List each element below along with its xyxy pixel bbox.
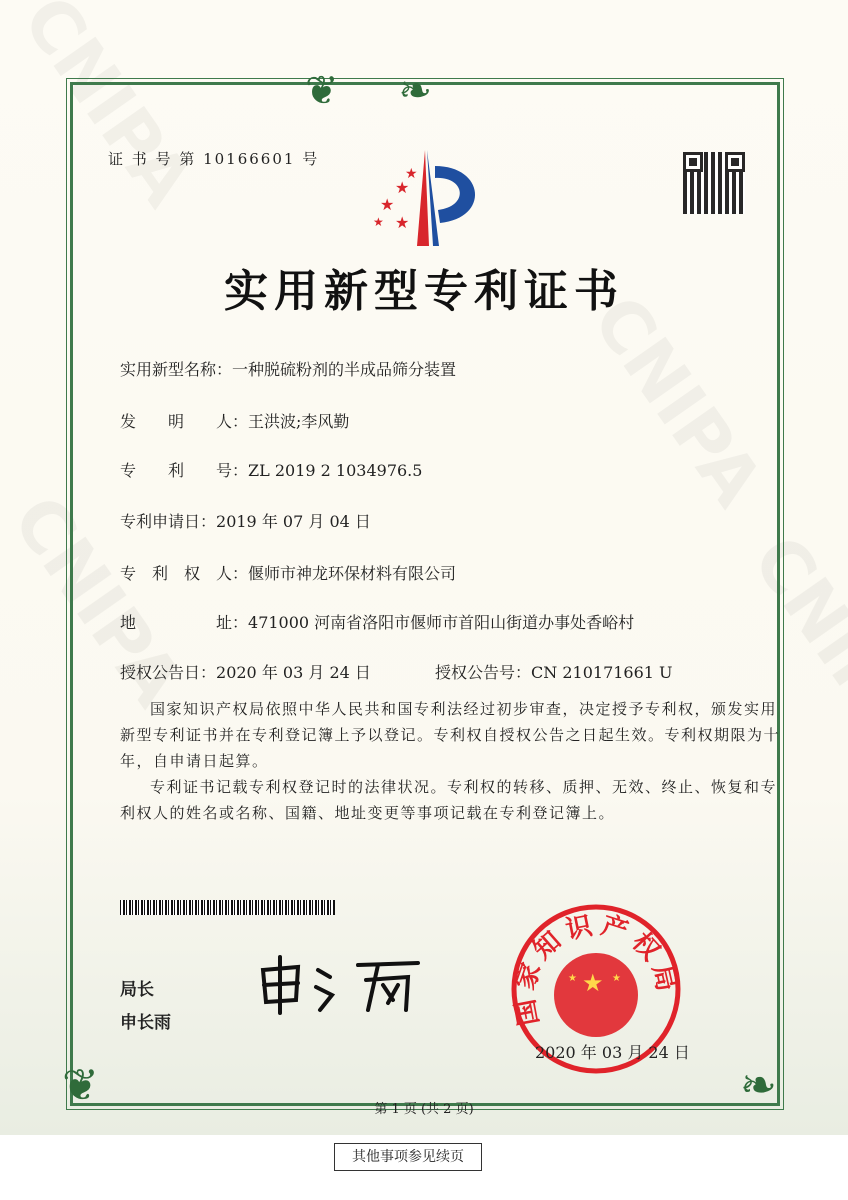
svg-text:国家知识产权局: 国家知识产权局 (510, 909, 682, 1028)
field-announcement-number: 授权公告号：CN 210171661 U (435, 663, 673, 682)
ornament-corner-icon: ❦ (62, 1060, 99, 1111)
svg-text:★: ★ (373, 215, 384, 229)
svg-text:★: ★ (380, 195, 395, 214)
svg-text:★: ★ (395, 213, 410, 232)
field-address: 地 址：471000 河南省洛阳市偃师市首阳山街道办事处香峪村 (120, 613, 635, 632)
svg-text:★: ★ (568, 973, 577, 984)
field-patent-number: 专 利 号：ZL 2019 2 1034976.5 (120, 461, 423, 480)
cnipa-logo (365, 148, 490, 248)
paragraph: 专利证书记载专利权登记时的法律状况。专利权的转移、质押、无效、终止、恢复和专利权人的姓名或名称、国籍、地址变更等事项记载在专利登记簿上。 (120, 778, 778, 822)
field-name: 实用新型名称：一种脱硫粉剂的半成品筛分装置 (120, 360, 457, 379)
qr-code (683, 152, 745, 214)
svg-text:★: ★ (395, 178, 410, 197)
field-application-date: 专利申请日：2019 年 07 月 04 日 (120, 512, 371, 531)
director-title: 局长 (120, 980, 154, 1000)
field-inventor: 发 明 人：王洪波;李风勤 (120, 412, 350, 431)
barcode (120, 900, 335, 915)
ornament-top-icon: ❦❧ (305, 68, 493, 114)
director-name: 申长雨 (120, 1013, 171, 1033)
continuation-note: 其他事项参见续页 (334, 1143, 482, 1171)
svg-text:★: ★ (612, 973, 621, 984)
page-label: 第 1 页 (共 2 页) (374, 1102, 474, 1117)
seal-date: 2020 年 03 月 24 日 (535, 1043, 690, 1062)
svg-text:★: ★ (405, 166, 418, 182)
field-announcement-date: 授权公告日：2020 年 03 月 24 日 (120, 663, 371, 682)
signature (258, 955, 438, 1015)
field-patentee: 专 利 权 人：偃师市神龙环保材料有限公司 (120, 564, 457, 583)
ornament-corner-icon: ❧ (740, 1060, 777, 1111)
certificate-number: 证 书 号 第 10166601 号 (108, 150, 320, 168)
paragraph: 国家知识产权局依照中华人民共和国专利法经过初步审查，决定授予专利权，颁发实用新型专利证书并在专利登记簿上予以登记。专利权自授权公告之日起生效。专利权期限为十年，自申请日起算。 (120, 700, 781, 770)
page-title: 实用新型专利证书 (224, 266, 624, 317)
svg-text:★: ★ (582, 969, 604, 997)
